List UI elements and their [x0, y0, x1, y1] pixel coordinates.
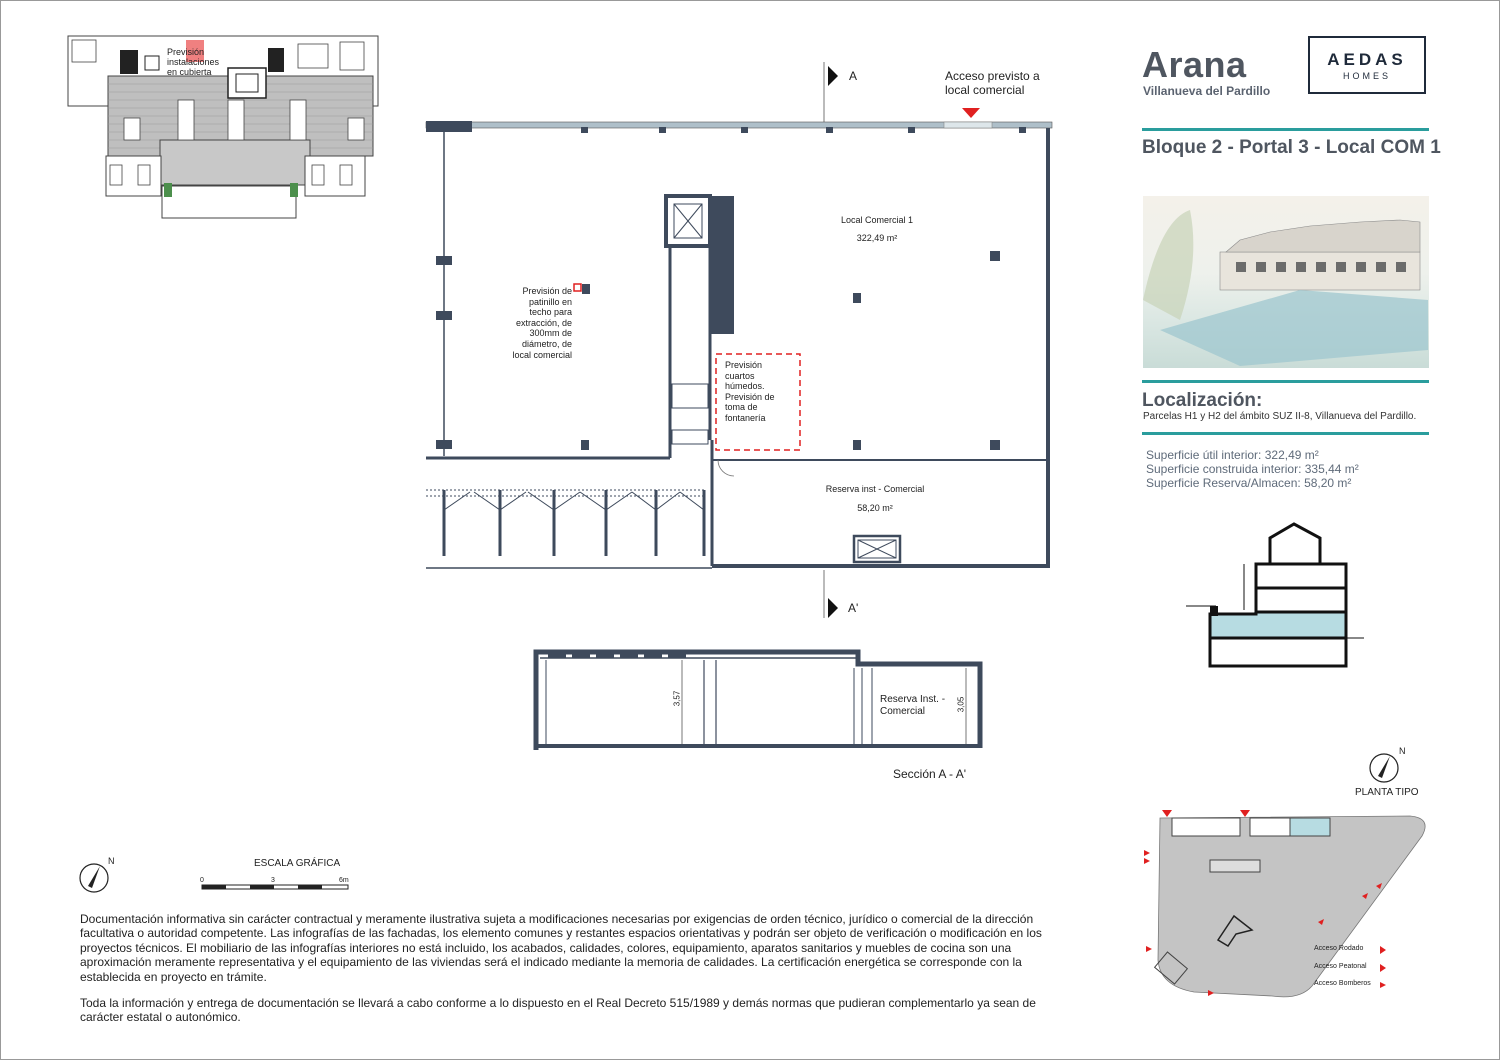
section-label-bottom: A' — [848, 601, 859, 615]
north-arrow-scale — [80, 864, 108, 892]
room-storage-name: Reserva inst - Comercial — [825, 484, 925, 494]
scale-bar — [202, 885, 348, 889]
access-note: Acceso previsto a local comercial — [945, 69, 1040, 97]
logo-line1: AEDAS — [1327, 50, 1407, 69]
surface-built: Superficie construida interior: 335,44 m² — [1146, 462, 1359, 476]
disclaimer-paragraph-2: Toda la información y entrega de documentación se llevará a cabo conforme a lo dispuesto en el Real Decreto 515/1989 y demás normas que pudieran complementarlo ya sean de carácter estatal o autonómico. — [80, 996, 1036, 1025]
divider-top — [1142, 128, 1429, 131]
surface-storage: Superficie Reserva/Almacen: 58,20 m² — [1146, 476, 1352, 490]
section-height-storage: 3,05 — [956, 696, 966, 713]
surface-useful: Superficie útil interior: 322,49 m² — [1146, 448, 1319, 462]
scale-tick-6: 6m — [339, 877, 349, 884]
legend-bomberos: Acceso Bomberos — [1314, 980, 1371, 987]
note-extraction: Previsión de patinillo en techo para extracción, de 300mm de diámetro, de local comercial — [512, 286, 572, 360]
section-arrow-top — [828, 66, 838, 86]
scale-tick-3: 3 — [271, 877, 275, 884]
section-height-main: 3,57 — [672, 690, 682, 707]
key-plan — [68, 36, 378, 218]
section-title: Sección A - A' — [893, 767, 967, 781]
site-north: N — [1399, 746, 1406, 756]
access-marker — [962, 108, 980, 118]
localizacion-heading: Localización: — [1142, 390, 1263, 411]
divider-bottom — [1142, 432, 1429, 435]
rendering-sketch — [1143, 210, 1428, 366]
brand-logo — [1308, 36, 1426, 94]
scale-north: N — [108, 856, 115, 866]
project-location: Villanueva del Pardillo — [1143, 84, 1271, 98]
scale-tick-0: 0 — [200, 877, 204, 884]
logo-line2: HOMES — [1342, 71, 1391, 81]
project-name: Arana — [1142, 44, 1247, 85]
site-plan — [1144, 810, 1425, 997]
key-plan-note: Previsión instalaciones en cubierta — [167, 47, 220, 77]
disclaimer-paragraph-1: Documentación informativa sin carácter contractual y meramente ilustrativa sujeta a modificaciones necesarias por exigencias de orden técnico, jurídico o comercial de la dirección facultativa o autoridad competente. Las infografías de las fachadas, los elemento comunes y restantes espacios orientativas y podrán ser objeto de verificación o modificación en los proyectos técnicos. El mobiliario de las infografías interiores no está incluido, los acabados, calidades, colores, equipamiento, aparatos sanitarios y muebles de cocina son una aproximación meramente representativa y el equipamiento de las viviendas será el indicado mediante la memoria de calidades. La certificación energética se corresponde con la establecida en proyecto en trámite. — [80, 912, 1042, 984]
legend-peatonal: Acceso Peatonal — [1314, 963, 1367, 970]
scale-title: ESCALA GRÁFICA — [254, 858, 341, 869]
building-section-icon — [1186, 524, 1364, 666]
room-storage-area: 58,20 m² — [857, 503, 893, 513]
room-main-name: Local Comercial 1 — [840, 215, 914, 225]
north-arrow-site — [1370, 754, 1398, 782]
room-main-area: 322,49 m² — [856, 233, 898, 243]
section-storage-label: Reserva Inst. - Comercial — [880, 694, 946, 717]
unit-title: Bloque 2 - Portal 3 - Local COM 1 — [1142, 137, 1441, 158]
legend-rodado: Acceso Rodado — [1314, 945, 1364, 952]
localizacion-text: Parcelas H1 y H2 del ámbito SUZ II-8, Villanueva del Pardillo. — [1143, 411, 1417, 422]
section-label-top: A — [849, 69, 858, 83]
divider-mid — [1142, 380, 1429, 383]
note-wet-rooms: Previsión cuartos húmedos. Previsión de toma de fontanería — [725, 360, 775, 423]
section-arrow-bottom — [828, 598, 838, 618]
site-plan-title: PLANTA TIPO — [1355, 787, 1419, 798]
